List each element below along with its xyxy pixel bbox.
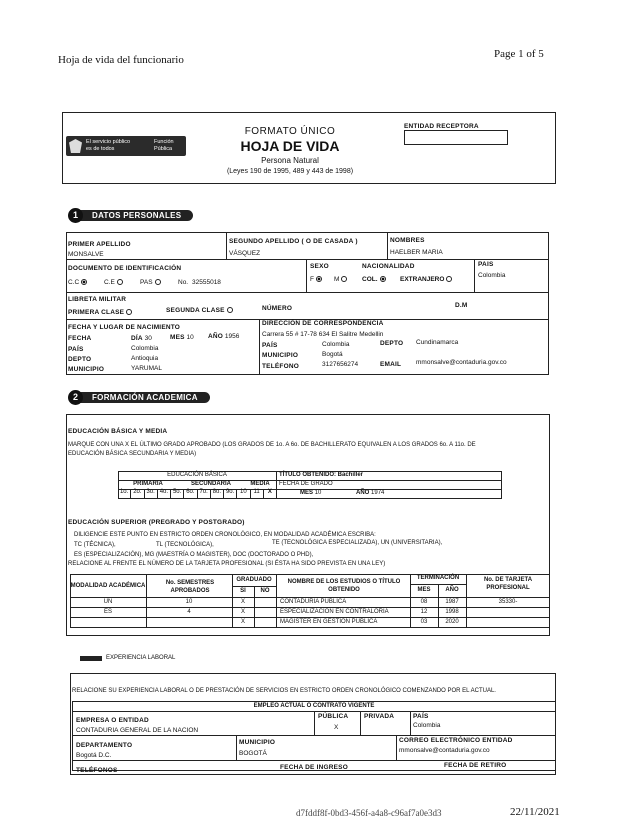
- dir-pais-value[interactable]: Colombia: [322, 341, 350, 348]
- superior-instructions: TC (TÉCNICA),: [74, 542, 116, 548]
- nacionalidad-label: NACIONALIDAD: [362, 263, 415, 270]
- libreta-militar-label: LIBRETA MILITAR: [68, 296, 127, 303]
- primaria-header: PRIMARIA: [133, 481, 163, 487]
- segundo-apellido-value[interactable]: VÁSQUEZ: [229, 250, 261, 257]
- titulo-obtenido-value[interactable]: Bachiller: [337, 472, 364, 478]
- grade-cell[interactable]: 8o.: [211, 489, 224, 499]
- superior-instructions: DILIGENCIE ESTE PUNTO EN ESTRICTO ORDEN CRONOLÓGICO, EN MODALIDAD ACADÉMICA ESCRIBA:: [74, 532, 376, 538]
- documento-label: DOCUMENTO DE IDENTIFICACIÓN: [68, 265, 182, 272]
- experiencia-instructions: RELACIONE SU EXPERIENCIA LABORAL O DE PRESTACIÓN DE SERVICIOS EN ESTRICTO ORDEN CRONOLÓGICO COMENZANDO POR EL ACTUAL.: [72, 688, 496, 694]
- doc-number-value[interactable]: 32555018: [192, 279, 221, 286]
- sexo-label: SEXO: [310, 263, 329, 270]
- nombres-label: NOMBRES: [390, 237, 425, 244]
- table-row-mes[interactable]: 03: [420, 619, 428, 625]
- section-academic: [68, 390, 210, 404]
- direccion-label: DIRECCIÓN DE CORRESPONDENCIA: [262, 320, 384, 327]
- grade-cell[interactable]: 6o.: [184, 489, 197, 499]
- dia-value[interactable]: 30: [144, 335, 152, 342]
- experiencia-section-label: EXPERIENCIA LABORAL: [106, 655, 176, 661]
- terminacion-header: TERMINACIÓN: [416, 575, 460, 581]
- graduado-header: GRADUADO: [236, 577, 272, 583]
- grade-cell[interactable]: 1o.: [118, 489, 131, 499]
- exp-correo-value[interactable]: mmonsalve@contaduria.gov.co: [399, 747, 490, 754]
- grade-cell[interactable]: 4o.: [158, 489, 171, 499]
- primer-apellido-value[interactable]: MONSALVE: [68, 251, 104, 258]
- dir-municipio-label: MUNICIPIO: [262, 352, 299, 359]
- exp-pais-label: PAÍS: [413, 713, 429, 720]
- empresa-label: EMPRESA O ENTIDAD: [76, 717, 149, 724]
- logo-text: El servicio público: [86, 139, 131, 145]
- fecha-grado-label: FECHA DE GRADO: [279, 481, 333, 487]
- anio-label: AÑO: [208, 333, 224, 340]
- page-number: Page 1 of 5: [494, 48, 544, 60]
- grade-cells: [118, 489, 276, 499]
- table-row-modalidad[interactable]: UN: [103, 599, 113, 605]
- grade-cell[interactable]: 11: [251, 489, 264, 499]
- personal-data-table: [66, 232, 549, 375]
- segunda-clase-option[interactable]: SEGUNDA CLASE: [166, 307, 233, 314]
- entidad-receptora-field[interactable]: [404, 130, 508, 145]
- numero-label: NÚMERO: [262, 305, 293, 312]
- fecha-lugar-label: FECHA Y LUGAR DE NACIMIENTO: [68, 324, 181, 331]
- grade-cell[interactable]: 10: [237, 489, 250, 499]
- print-date: 22/11/2021: [510, 806, 560, 818]
- table-row-anio[interactable]: 2020: [445, 619, 459, 625]
- table-row-semestres[interactable]: 4: [187, 609, 191, 615]
- table-row-tarjeta[interactable]: 35330-: [498, 599, 518, 605]
- primer-apellido-label: PRIMER APELLIDO: [68, 241, 131, 248]
- government-logo: [66, 136, 186, 156]
- pais-label: PAIS: [478, 261, 494, 268]
- basica-instructions: EDUCACIÓN BÁSICA SECUNDARIA Y MEDIA): [68, 451, 197, 457]
- municipio-nacimiento-value[interactable]: YARUMAL: [131, 365, 162, 372]
- table-row-modalidad[interactable]: ES: [103, 609, 112, 615]
- grade-cell-selected[interactable]: X: [267, 489, 272, 495]
- pais-nacimiento-label: PAÍS: [68, 346, 84, 353]
- sexo-f[interactable]: F: [310, 276, 322, 283]
- form-subtitle: Persona Natural: [261, 156, 319, 165]
- mes-label: MES: [170, 334, 185, 341]
- depto-nacimiento-value[interactable]: Antioquia: [131, 355, 159, 362]
- document-header-title: Hoja de vida del funcionario: [58, 54, 184, 66]
- form-title: HOJA DE VIDA: [240, 138, 340, 154]
- exp-municipio-label: MUNICIPIO: [239, 739, 276, 746]
- semestres-header: No. SEMESTRES APROBADOS: [165, 580, 215, 594]
- grado-anio-label: AÑO: [356, 490, 370, 496]
- document-id: d7fddf8f-0bd3-456f-a4a8-c96af7a0e3d3: [296, 808, 442, 818]
- no-header: NO: [260, 588, 270, 594]
- pais-value[interactable]: Colombia: [478, 272, 506, 279]
- grade-cell[interactable]: 7o.: [198, 489, 211, 499]
- primera-clase-option[interactable]: PRIMERA CLASE: [68, 309, 132, 316]
- sexo-m[interactable]: M: [334, 276, 347, 283]
- section-personal-data: [68, 208, 193, 222]
- doc-type-pas[interactable]: PAS: [140, 279, 161, 286]
- doc-number-label: No.: [178, 279, 189, 286]
- basica-instructions: MARQUE CON UNA X EL ÚLTIMO GRADO APROBADO (LOS GRADOS DE 1o. A 6o. DE BACHILLERATO EQUIVALEN A LOS GRADOS 6o. A 11o. DE: [68, 442, 476, 448]
- telefono-label: TELÉFONO: [262, 363, 299, 370]
- form-law-reference: (Leyes 190 de 1995, 489 y 443 de 1998): [226, 168, 354, 175]
- fecha-ingreso-label: FECHA DE INGRESO: [280, 764, 348, 771]
- superior-instructions: RELACIONE AL FRENTE EL NÚMERO DE LA TARJETA PROFESIONAL (SI ÉSTA HA SIDO PREVISTA EN UNA LEY): [68, 561, 386, 567]
- section-number: 1: [68, 208, 83, 223]
- table-row-graduado[interactable]: X: [240, 599, 245, 605]
- table-row-graduado[interactable]: X: [240, 619, 245, 625]
- superior-instructions: TE (TECNOLÓGICA ESPECIALIZADA), UN (UNIVERSITARIA),: [272, 540, 443, 546]
- superior-title: EDUCACIÓN SUPERIOR (PREGRADO Y POSTGRADO): [68, 519, 245, 526]
- exp-depto-label: DEPARTAMENTO: [76, 742, 133, 749]
- grade-cell[interactable]: 5o.: [171, 489, 184, 499]
- superior-instructions: TL (TECNOLÓGICA),: [156, 542, 214, 548]
- email-label: EMAIL: [380, 361, 402, 368]
- grado-anio-value[interactable]: 1974: [371, 490, 385, 496]
- secundaria-header: SECUNDARIA: [190, 481, 231, 487]
- table-row-nombre[interactable]: ESPECIALIZACION EN CONTRALORIA: [280, 609, 389, 615]
- depto-nacimiento-label: DEPTO: [68, 356, 92, 363]
- experiencia-section-header: [80, 655, 175, 661]
- basica-title: EDUCACIÓN BÁSICA Y MEDIA: [68, 428, 168, 435]
- dir-pais-label: PAÍS: [262, 342, 278, 349]
- entidad-receptora-label: ENTIDAD RECEPTORA: [404, 123, 479, 130]
- dir-depto-value[interactable]: Cundinamarca: [416, 339, 459, 346]
- superior-instructions: ES (ESPECIALIZACIÓN), MG (MAESTRÍA O MAGISTER), DOC (DOCTORADO O PHD),: [74, 552, 314, 558]
- anio-header: AÑO: [445, 587, 459, 593]
- grade-cell[interactable]: 2o.: [131, 489, 144, 499]
- segundo-apellido-label: SEGUNDO APELLIDO ( O DE CASADA ): [229, 238, 358, 245]
- educacion-basica-header: EDUCACIÓN BÁSICA: [167, 472, 227, 478]
- grade-cell[interactable]: 3o.: [145, 489, 158, 499]
- section-title: FORMACIÓN ACADEMICA: [80, 392, 210, 403]
- direccion-value[interactable]: Carrera 55 # 17-78 634 El Salitre Medellin: [262, 331, 384, 338]
- publica-value[interactable]: X: [334, 724, 339, 731]
- shield-icon: [69, 139, 82, 153]
- nombre-estudios-header: NOMBRE DE LOS ESTUDIOS O TÍTULO OBTENIDO: [287, 579, 401, 593]
- table-row-nombre[interactable]: CONTADURIA PUBLICA: [280, 599, 347, 605]
- modalidad-header: MODALIDAD ACADÉMICA: [70, 583, 146, 589]
- grado-mes-value[interactable]: 10: [314, 490, 322, 496]
- dir-municipio-value[interactable]: Bogotá: [322, 351, 343, 358]
- section-marker-icon: [80, 656, 102, 661]
- privada-label: PRIVADA: [364, 713, 395, 720]
- publica-label: PÚBLICA: [318, 713, 349, 720]
- tarjeta-header: No. DE TARJETA PROFESIONAL: [483, 577, 533, 591]
- pais-nacimiento-value[interactable]: Colombia: [131, 345, 159, 352]
- logo-text: es de todos: [86, 146, 115, 152]
- table-row-mes[interactable]: 08: [420, 599, 428, 605]
- table-row-anio[interactable]: 1998: [445, 609, 459, 615]
- nacionalidad-extranjero[interactable]: EXTRANJERO: [400, 276, 452, 283]
- dia-label: DÍA: [131, 335, 143, 342]
- anio-value[interactable]: 1956: [224, 333, 240, 340]
- section-number: 2: [68, 390, 83, 405]
- logo-text: Pública: [154, 146, 173, 152]
- media-header: MEDIA: [250, 481, 270, 487]
- empleo-actual-header: EMPLEO ACTUAL O CONTRATO VIGENTE: [253, 703, 375, 709]
- exp-pais-value[interactable]: Colombia: [413, 722, 441, 729]
- exp-telefonos-label: TELÉFONOS: [76, 767, 118, 774]
- table-row-semestres[interactable]: 10: [185, 599, 193, 605]
- nacionalidad-col[interactable]: COL.: [362, 276, 386, 283]
- municipio-nacimiento-label: MUNICIPIO: [68, 366, 105, 373]
- form-title-small: FORMATO ÚNICO: [244, 126, 336, 137]
- table-row-anio[interactable]: 1987: [445, 599, 459, 605]
- section-title: DATOS PERSONALES: [80, 210, 193, 221]
- email-value[interactable]: mmonsalve@contaduria.gov.co: [416, 359, 507, 366]
- exp-correo-label: CORREO ELECTRÓNICO ENTIDAD: [399, 737, 513, 744]
- table-row-mes[interactable]: 12: [420, 609, 428, 615]
- grade-cell[interactable]: 9o.: [224, 489, 237, 499]
- table-row-graduado[interactable]: X: [240, 609, 245, 615]
- dm-label: D.M: [455, 302, 468, 309]
- mes-value[interactable]: 10: [186, 334, 194, 341]
- dir-depto-label: DEPTO: [380, 340, 404, 347]
- fecha-label: FECHA: [68, 335, 92, 342]
- doc-type-ce[interactable]: C.E: [104, 279, 123, 286]
- empresa-value[interactable]: CONTADURIA GENERAL DE LA NACION: [76, 727, 199, 734]
- telefono-value[interactable]: 3127656274: [322, 361, 359, 368]
- doc-type-cc[interactable]: C.C: [68, 279, 87, 286]
- titulo-obtenido-label: TÍTULO OBTENIDO:: [279, 472, 336, 478]
- table-row-nombre[interactable]: MAGISTER EN GESTION PUBLICA: [280, 619, 378, 625]
- logo-text: Función: [154, 139, 174, 145]
- fecha-retiro-label: FECHA DE RETIRO: [444, 762, 507, 769]
- exp-depto-value[interactable]: Bogotá D.C.: [76, 752, 112, 759]
- mes-header: MES: [417, 587, 431, 593]
- si-header: SI: [240, 588, 246, 594]
- exp-municipio-value[interactable]: BOGOTÁ: [239, 750, 267, 757]
- nombres-value[interactable]: HAELBER MARIA: [390, 249, 443, 256]
- grado-mes-label: MES: [300, 490, 314, 496]
